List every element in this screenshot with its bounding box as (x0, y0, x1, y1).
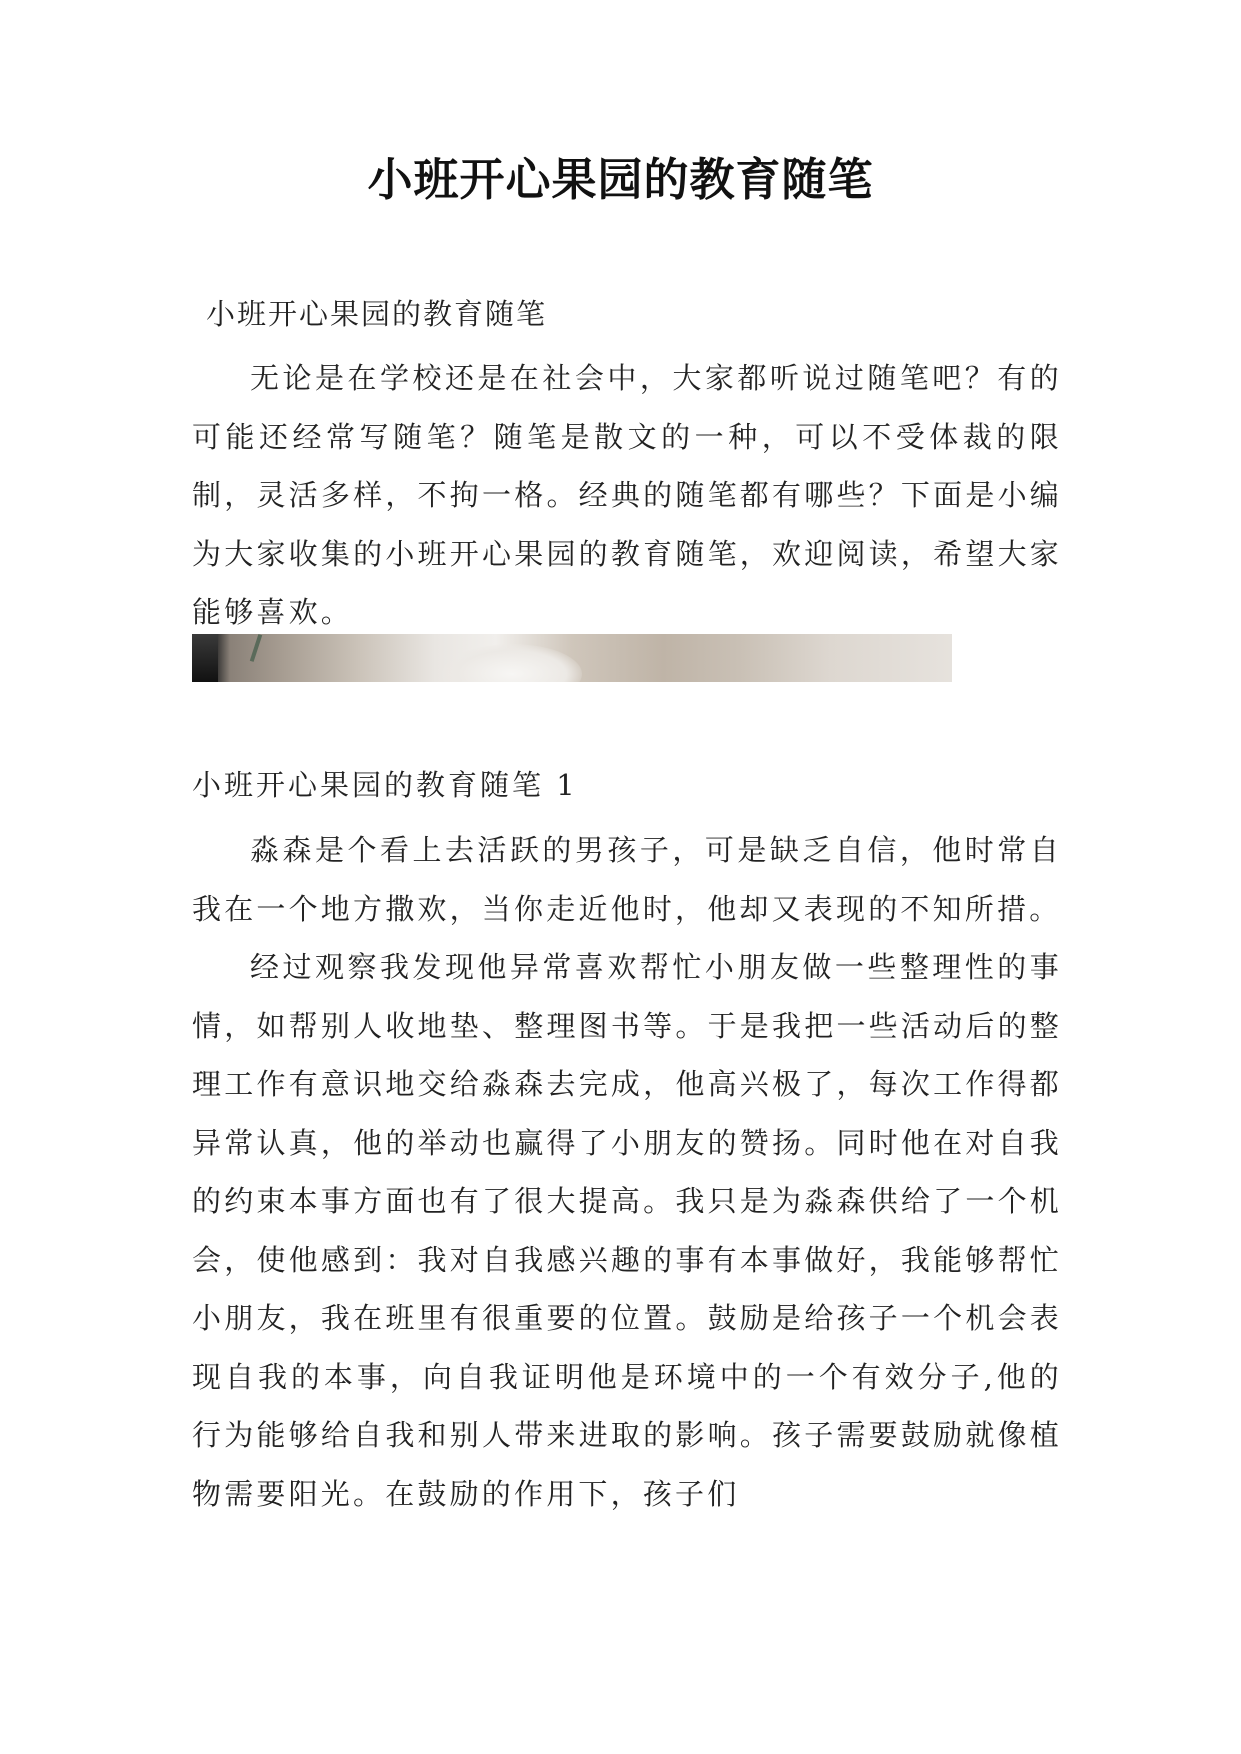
document-subtitle: 小班开心果园的教育随笔 (206, 297, 548, 331)
cropped-photo (192, 634, 952, 682)
section-paragraph: 经过观察我发现他异常喜欢帮忙小朋友做一些整理性的事情，如帮别人收地垫、整理图书等。于是我把一些活动后的整理工作有意识地交给淼森去完成，他高兴极了，每次工作得都异常认真，他的举动也赢得了小朋友的赞扬。同时他在对自我的约束本事方面也有了很大提高。我只是为淼森供给了一个机会，使他感到：我对自我感兴趣的事有本事做好，我能够帮忙小朋友，我在班里有很重要的位置。鼓励是给孩子一个机会表现自我的本事，向自我证明他是环境中的一个有效分子,他的行为能够给自我和别人带来进取的影响。孩子需要鼓励就像植物需要阳光。在鼓励的作用下，孩子们 (192, 950, 1062, 1511)
photo-highlight (442, 644, 582, 682)
section-body (192, 821, 1062, 1523)
intro-paragraph: 无论是在学校还是在社会中，大家都听说过随笔吧？有的可能还经常写随笔？随笔是散文的一种，可以不受体裁的限制，灵活多样，不拘一格。经典的随笔都有哪些？下面是小编为大家收集的小班开心果园的教育随笔，欢迎阅读，希望大家能够喜欢。 (192, 361, 1062, 629)
photo-pole (250, 634, 262, 662)
document-title: 小班开心果园的教育随笔 (367, 153, 874, 206)
section-heading: 小班开心果园的教育随笔 1 (192, 768, 578, 802)
photo-dark-edge (192, 634, 218, 682)
section-paragraph: 淼森是个看上去活跃的男孩子，可是缺乏自信，他时常自我在一个地方撒欢，当你走近他时，他却又表现的不知所措。 (192, 833, 1062, 926)
intro-section (192, 349, 1062, 642)
